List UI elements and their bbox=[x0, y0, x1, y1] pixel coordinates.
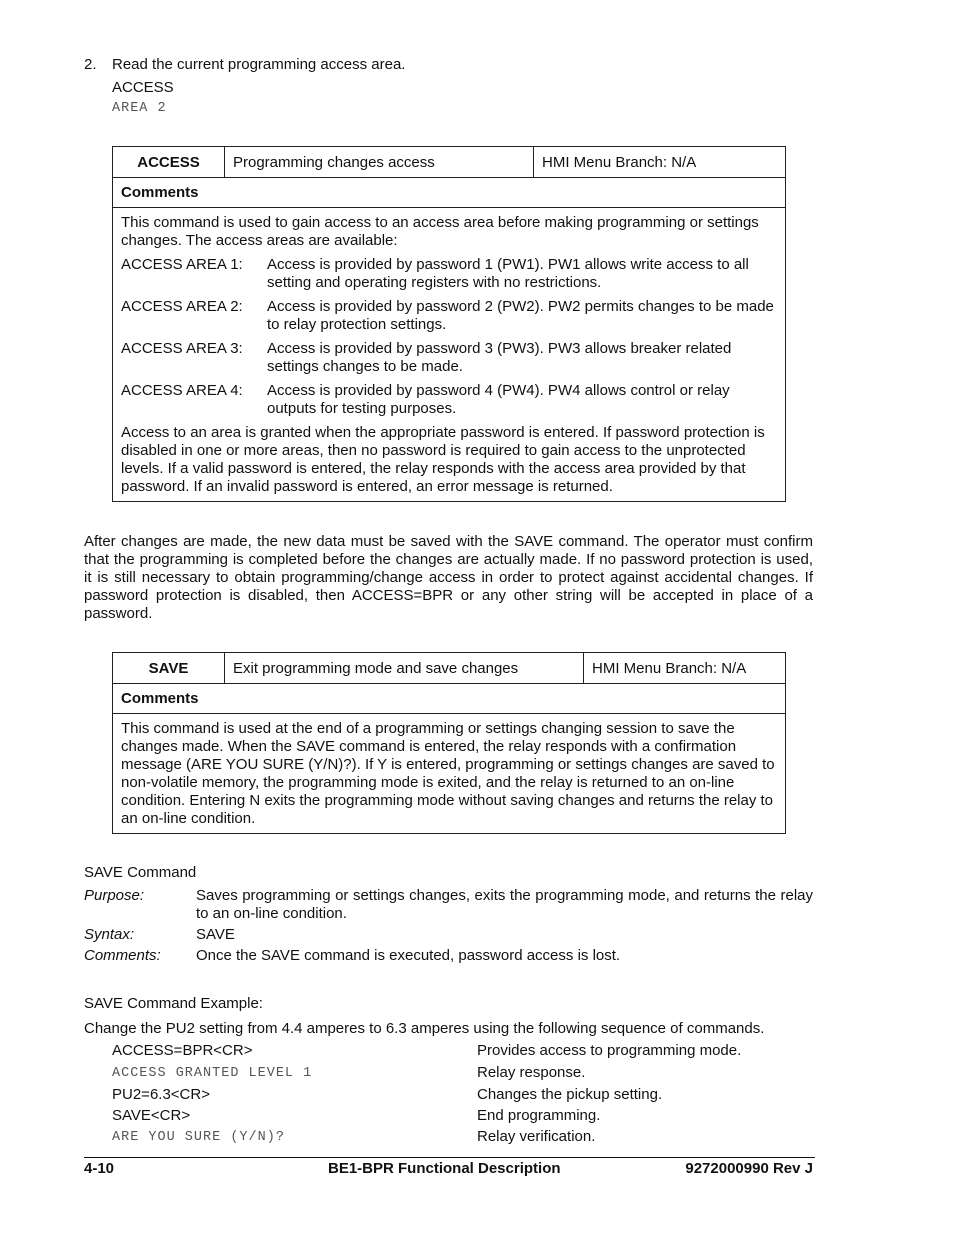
after-changes-paragraph: After changes are made, the new data must be saved with the SAVE command. The operator must confirm that the programming is completed before the changes are actually made. If no password protection is used, it is still necessary to obtain programming/change access in order to protect against accidental changes. If password protection is disabled, then ACCESS=BPR or any other string will be accepted in place of a password. bbox=[84, 533, 813, 622]
access-area-label: ACCESS AREA 2: bbox=[121, 298, 243, 315]
access-area-text: Access is provided by password 3 (PW3). PW3 allows breaker related settings changes to be made. bbox=[267, 340, 732, 375]
example-row bbox=[112, 1042, 812, 1062]
access-area-text: Access is provided by password 2 (PW2). PW2 permits changes to be made to relay protection settings. bbox=[267, 298, 774, 333]
access-table-intro: This command is used to gain access to an access area before making programming or settings changes. The access areas are available: bbox=[121, 214, 759, 249]
access-table-comments-label: Comments bbox=[113, 178, 786, 208]
footer-title: BE1-BPR Functional Description bbox=[328, 1160, 561, 1177]
access-command-table bbox=[112, 146, 786, 502]
example-command: SAVE<CR> bbox=[112, 1107, 191, 1124]
access-area-label: ACCESS AREA 3: bbox=[121, 340, 243, 357]
access-areas-list bbox=[121, 256, 777, 418]
example-description: Relay verification. bbox=[477, 1128, 596, 1145]
example-description: End programming. bbox=[477, 1107, 601, 1124]
example-command: ARE YOU SURE (Y/N)? bbox=[112, 1130, 285, 1145]
access-area-row bbox=[121, 298, 777, 334]
syntax-label: Syntax: bbox=[84, 926, 135, 943]
access-area-row bbox=[121, 382, 777, 418]
example-description: Changes the pickup setting. bbox=[477, 1086, 663, 1103]
example-row bbox=[112, 1107, 812, 1127]
example-command: ACCESS=BPR<CR> bbox=[112, 1042, 253, 1059]
example-row bbox=[112, 1064, 812, 1084]
purpose-label: Purpose: bbox=[84, 887, 145, 904]
access-area-label: ACCESS AREA 4: bbox=[121, 382, 243, 399]
example-intro: Change the PU2 setting from 4.4 amperes to 6.3 amperes using the following sequence of commands. bbox=[84, 1020, 765, 1037]
example-heading: SAVE Command Example: bbox=[84, 995, 263, 1012]
access-table-name: ACCESS bbox=[113, 147, 225, 178]
step-number: 2. bbox=[84, 56, 97, 73]
comments-row bbox=[84, 947, 813, 965]
example-description: Provides access to programming mode. bbox=[477, 1042, 742, 1059]
purpose-row bbox=[84, 887, 813, 923]
step-text: Read the current programming access area. bbox=[112, 56, 406, 73]
example-command: PU2=6.3<CR> bbox=[112, 1086, 210, 1103]
example-row bbox=[112, 1128, 812, 1148]
syntax-text: SAVE bbox=[196, 926, 235, 943]
save-table-hmi: HMI Menu Branch: N/A bbox=[584, 653, 786, 684]
access-area-text: Access is provided by password 1 (PW1). PW1 allows write access to all setting and operating registers with no restrictions. bbox=[267, 256, 749, 291]
access-table-hmi: HMI Menu Branch: N/A bbox=[534, 147, 786, 178]
save-table-body: This command is used at the end of a programming or settings changing session to save the changes made. When the SAVE command is entered, the relay responds with a confirmation message (ARE YOU SURE (Y/N)?). If Y is entered, programming or settings changes are saved to non-volatile memory, the programming mode is exited, and the relay is returned to an on-line condition. Entering N exits the programming mode without saving changes and returns the relay to an on-line condition. bbox=[113, 714, 786, 834]
example-command: ACCESS GRANTED LEVEL 1 bbox=[112, 1066, 313, 1081]
access-area-label: ACCESS AREA 1: bbox=[121, 256, 243, 273]
save-command-table bbox=[112, 652, 786, 834]
save-table-description: Exit programming mode and save changes bbox=[225, 653, 584, 684]
access-table-description: Programming changes access bbox=[225, 147, 534, 178]
access-table-body bbox=[113, 208, 786, 502]
footer-page-number: 4-10 bbox=[84, 1160, 115, 1177]
save-table-name: SAVE bbox=[113, 653, 225, 684]
access-table-closing: Access to an area is granted when the appropriate password is entered. If password protection is disabled in one or more areas, then no password is required to gain access to the unprotected levels. If a valid password is entered, the relay responds with the access area provided by that password. If an invalid password is entered, an error message is returned. bbox=[121, 424, 765, 495]
purpose-text: Saves programming or settings changes, exits the programming mode, and returns the relay to an on-line condition. bbox=[196, 887, 813, 922]
footer-rule bbox=[84, 1157, 815, 1158]
step-response: AREA 2 bbox=[112, 101, 167, 116]
comments-text: Once the SAVE command is executed, password access is lost. bbox=[196, 947, 621, 964]
save-table-comments-label: Comments bbox=[113, 684, 786, 714]
example-row bbox=[112, 1086, 812, 1106]
access-area-row bbox=[121, 340, 777, 376]
syntax-row bbox=[84, 926, 813, 944]
comments-label: Comments: bbox=[84, 947, 161, 964]
example-description: Relay response. bbox=[477, 1064, 586, 1081]
access-area-row bbox=[121, 256, 777, 292]
step-command: ACCESS bbox=[112, 79, 174, 96]
save-command-heading: SAVE Command bbox=[84, 864, 197, 881]
footer-doc-number: 9272000990 Rev J bbox=[685, 1160, 813, 1177]
access-area-text: Access is provided by password 4 (PW4). PW4 allows control or relay outputs for testing purposes. bbox=[267, 382, 730, 417]
